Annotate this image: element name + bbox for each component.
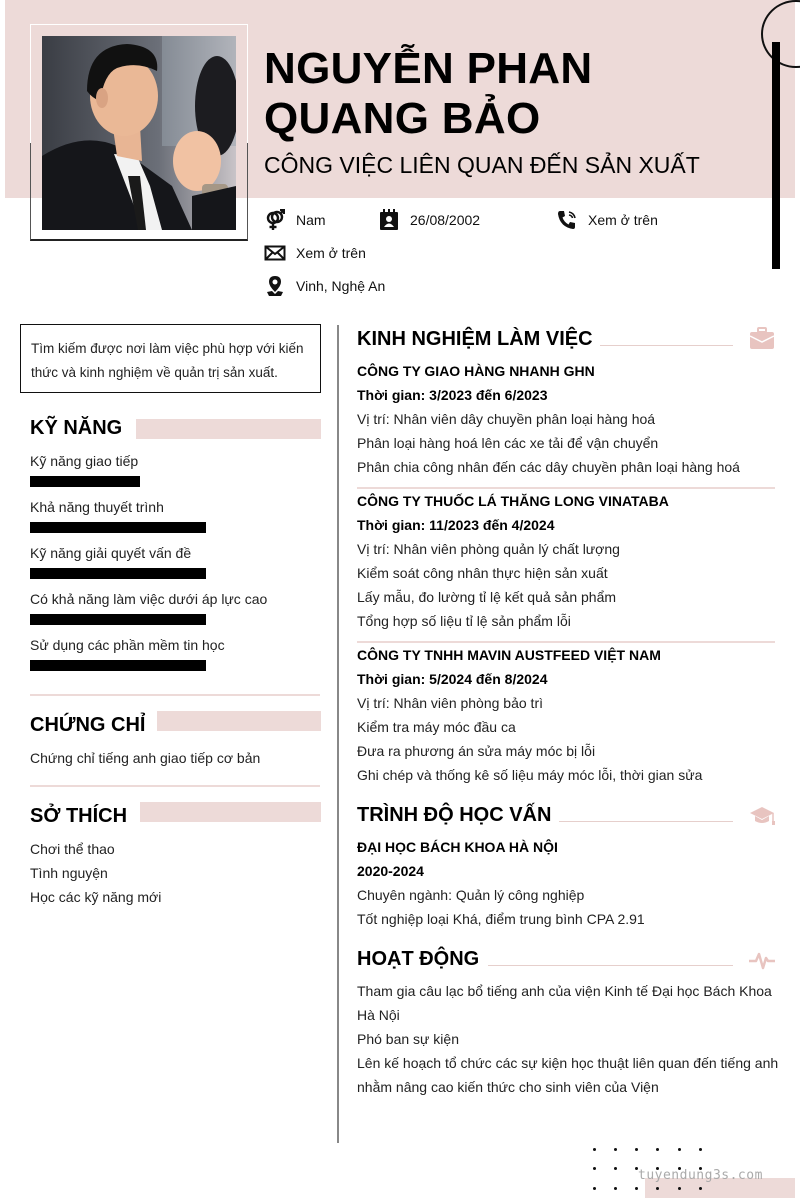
activities-title: HOẠT ĐỘNG: [357, 948, 480, 970]
hobby-item: Học các kỹ năng mới: [30, 889, 162, 905]
certificate-item: Chứng chỉ tiếng anh giao tiếp cơ bản: [30, 750, 261, 766]
skill-level-bar: [30, 660, 206, 671]
skill-label: Kỹ năng giao tiếp: [30, 453, 139, 469]
skill-label: Sử dụng các phần mềm tin học: [30, 637, 225, 653]
hobbies-title: SỞ THÍCH: [30, 805, 128, 827]
skill-level-bar: [30, 614, 206, 625]
phone-value: Xem ở trên: [588, 212, 658, 228]
watermark: tuyendung3s.com: [638, 1168, 763, 1183]
job-period: Thời gian: 5/2024 đến 8/2024: [357, 671, 548, 687]
activity-line: Hà Nội: [357, 1007, 400, 1023]
job-detail: Đưa ra phương án sửa máy móc bị lỗi: [357, 743, 596, 759]
job-detail: Kiểm soát công nhân thực hiện sản xuất: [357, 565, 608, 581]
job-title: CÔNG VIỆC LIÊN QUAN ĐẾN SẢN XUẤT: [264, 152, 700, 178]
job-detail: Phân loại hàng hoá lên các xe tải để vận chuyển: [357, 435, 659, 451]
gender-icon: [264, 209, 286, 231]
skill-label: Kỹ năng giải quyết vấn đề: [30, 545, 192, 561]
skill-label: Có khả năng làm việc dưới áp lực cao: [30, 591, 268, 607]
skills-title-bar: [136, 419, 321, 439]
skill-label: Khả năng thuyết trình: [30, 499, 164, 515]
activity-line: Lên kế hoạch tổ chức các sự kiện học thuật liên quan đến tiếng anh: [357, 1055, 779, 1071]
job-period: Thời gian: 3/2023 đến 6/2023: [357, 387, 548, 403]
vertical-bar-decoration: [772, 42, 780, 269]
job-detail: Lấy mẫu, đo lường tỉ lệ kết quả sản phẩm: [357, 589, 617, 605]
job-detail: Vị trí: Nhân viên phòng quản lý chất lượng: [357, 541, 620, 557]
contact-gender: [264, 209, 326, 231]
certificates-title-bar: [157, 711, 321, 731]
calendar-icon: [378, 209, 400, 231]
birthday-value: 26/08/2002: [410, 212, 481, 228]
hobby-item: Chơi thể thao: [30, 841, 115, 857]
section-title-line: [600, 345, 733, 346]
briefcase-icon: [748, 327, 776, 351]
candidate-name: NGUYỄN PHAN QUANG BẢO: [264, 44, 593, 143]
education-title: TRÌNH ĐỘ HỌC VẤN: [357, 804, 552, 826]
contact-email: [264, 242, 366, 264]
email-value: Xem ở trên: [296, 245, 366, 261]
education-detail: Tốt nghiệp loại Khá, điểm trung bình CPA 2.91: [357, 911, 645, 927]
school-name: ĐẠI HỌC BÁCH KHOA HÀ NỘI: [357, 839, 558, 855]
job-detail: Tổng hợp số liệu tỉ lệ sản phẩm lỗi: [357, 613, 571, 629]
job-detail: Phân chia công nhân đến các dây chuyền phân loại hàng hoá: [357, 459, 740, 475]
job-company: CÔNG TY THUỐC LÁ THĂNG LONG VINATABA: [357, 493, 669, 509]
job-divider: [357, 641, 775, 643]
certificates-title: CHỨNG CHỈ: [30, 714, 146, 736]
job-divider: [357, 487, 775, 489]
address-value: Vinh, Nghệ An: [296, 278, 386, 294]
graduation-cap-icon: [748, 804, 776, 828]
phone-icon: [556, 209, 578, 231]
skills-title: KỸ NĂNG: [30, 417, 123, 439]
skill-level-bar: [30, 522, 206, 533]
section-divider: [30, 785, 320, 787]
pulse-icon: [748, 948, 776, 972]
skill-level-bar: [30, 476, 140, 487]
job-period: Thời gian: 11/2023 đến 4/2024: [357, 517, 555, 533]
education-detail: Chuyên ngành: Quản lý công nghiệp: [357, 887, 585, 903]
experience-title: KINH NGHIỆM LÀM VIỆC: [357, 328, 593, 350]
email-icon: [264, 242, 286, 264]
contact-address: [264, 275, 385, 297]
activity-line: Tham gia câu lạc bổ tiếng anh của viện Kinh tế Đại học Bách Khoa: [357, 983, 772, 999]
job-detail: Vị trí: Nhân viên dây chuyền phân loại hàng hoá: [357, 411, 656, 427]
activity-line: Phó ban sự kiện: [357, 1031, 459, 1047]
job-company: CÔNG TY TNHH MAVIN AUSTFEED VIỆT NAM: [357, 647, 661, 663]
activity-line: nhằm nâng cao kiến thức cho sinh viên của Viện: [357, 1079, 659, 1095]
section-divider: [30, 694, 320, 696]
gender-value: Nam: [296, 212, 326, 228]
column-divider: [337, 325, 339, 1143]
job-detail: Kiểm tra máy móc đầu ca: [357, 719, 516, 735]
job-detail: Ghi chép và thống kê số liệu máy móc lỗi, thời gian sửa: [357, 767, 703, 783]
career-objective: Tìm kiếm được nơi làm việc phù hợp với kiến thức và kinh nghiệm về quản trị sản xuất.: [20, 324, 321, 393]
location-icon: [264, 275, 286, 297]
contact-birthday: [378, 209, 480, 231]
job-detail: Vị trí: Nhân viên phòng bảo trì: [357, 695, 543, 711]
section-title-line: [559, 821, 733, 822]
hobbies-title-bar: [140, 802, 321, 822]
contact-phone: [556, 209, 658, 231]
section-title-line: [488, 965, 733, 966]
skill-level-bar: [30, 568, 206, 579]
education-period: 2020-2024: [357, 863, 424, 879]
job-company: CÔNG TY GIAO HÀNG NHANH GHN: [357, 363, 595, 379]
avatar: [42, 36, 236, 230]
hobby-item: Tình nguyện: [30, 865, 108, 881]
